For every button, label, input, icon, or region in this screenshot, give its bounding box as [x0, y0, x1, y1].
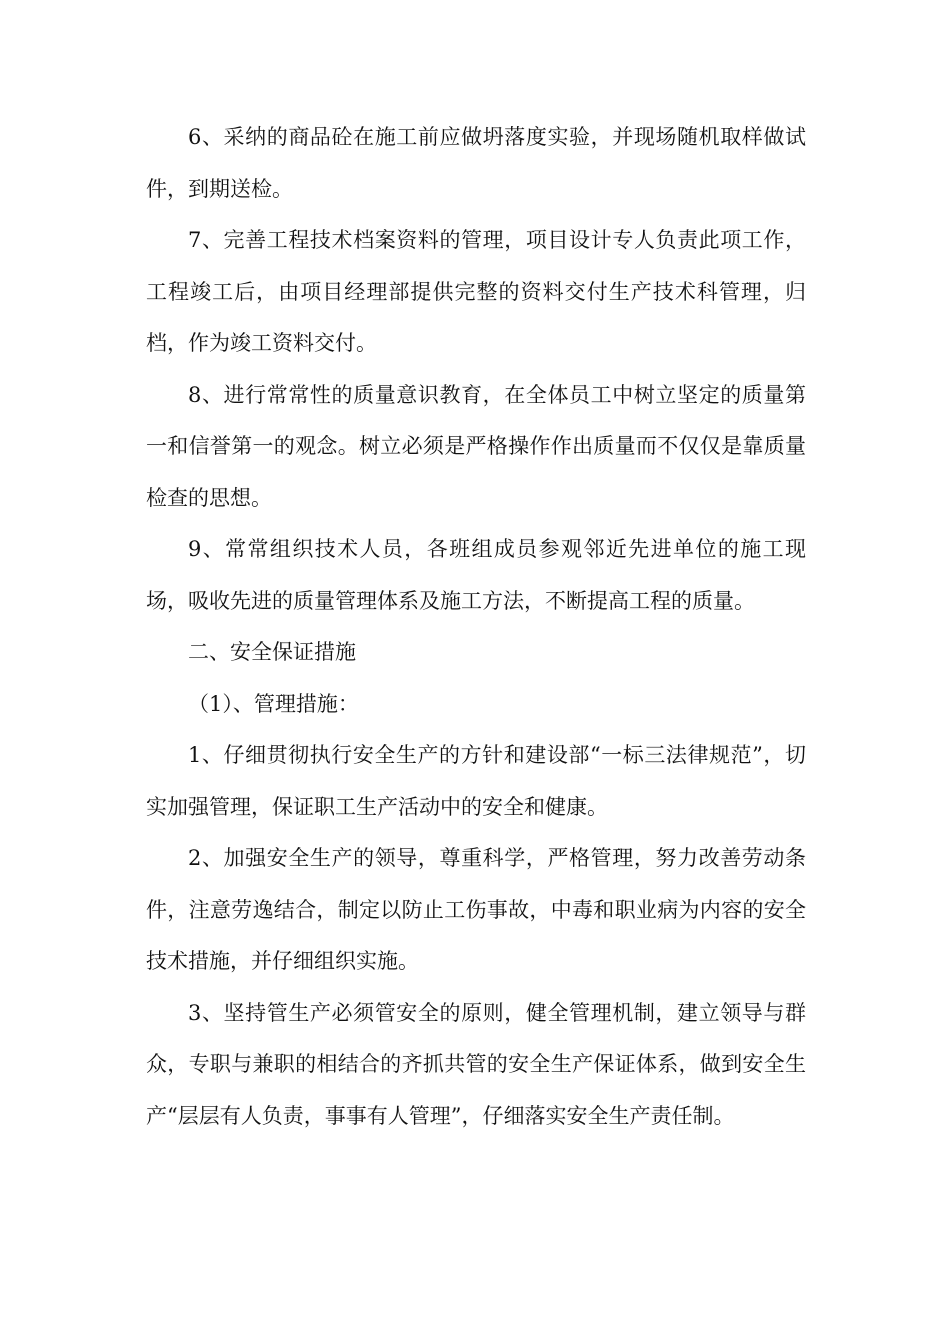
paragraph-item-1: 1、仔细贯彻执行安全生产的方针和建设部“一标三法律规范”，切实加强管理，保证职工生产活动中的安全和健康。: [146, 743, 806, 819]
document-body: [146, 112, 806, 1142]
paragraph-item-2: 2、加强安全生产的领导，尊重科学，严格管理，努力改善劳动条件，注意劳逸结合，制定以防止工伤事故，中毒和职业病为内容的安全技术措施，并仔细组织实施。: [146, 846, 806, 973]
paragraph-item-8: 8、进行常常性的质量意识教育，在全体员工中树立坚定的质量第一和信誉第一的观念。树立必须是严格操作作出质量而不仅仅是靠质量检查的思想。: [146, 382, 806, 510]
paragraph-item-7: 7、完善工程技术档案资料的管理，项目设计专人负责此项工作，工程竣工后，由项目经理部提供完整的资料交付生产技术科管理，归档，作为竣工资料交付。: [146, 228, 806, 355]
section-heading-safety: 二、安全保证措施: [188, 640, 356, 664]
paragraph-item-3: 3、坚持管生产必须管安全的原则，健全管理机制，建立领导与群众，专职与兼职的相结合的齐抓共管的安全生产保证体系，做到安全生产“层层有人负责，事事有人管理”，仔细落实安全生产责任制。: [146, 1000, 806, 1128]
paragraph-item-9: 9、常常组织技术人员，各班组成员参观邻近先进单位的施工现场，吸收先进的质量管理体系及施工方法，不断提高工程的质量。: [146, 537, 806, 613]
subsection-heading-management: （1）、管理措施：: [188, 691, 359, 716]
paragraph-item-6: 6、采纳的商品砼在施工前应做坍落度实验，并现场随机取样做试件，到期送检。: [146, 125, 806, 201]
